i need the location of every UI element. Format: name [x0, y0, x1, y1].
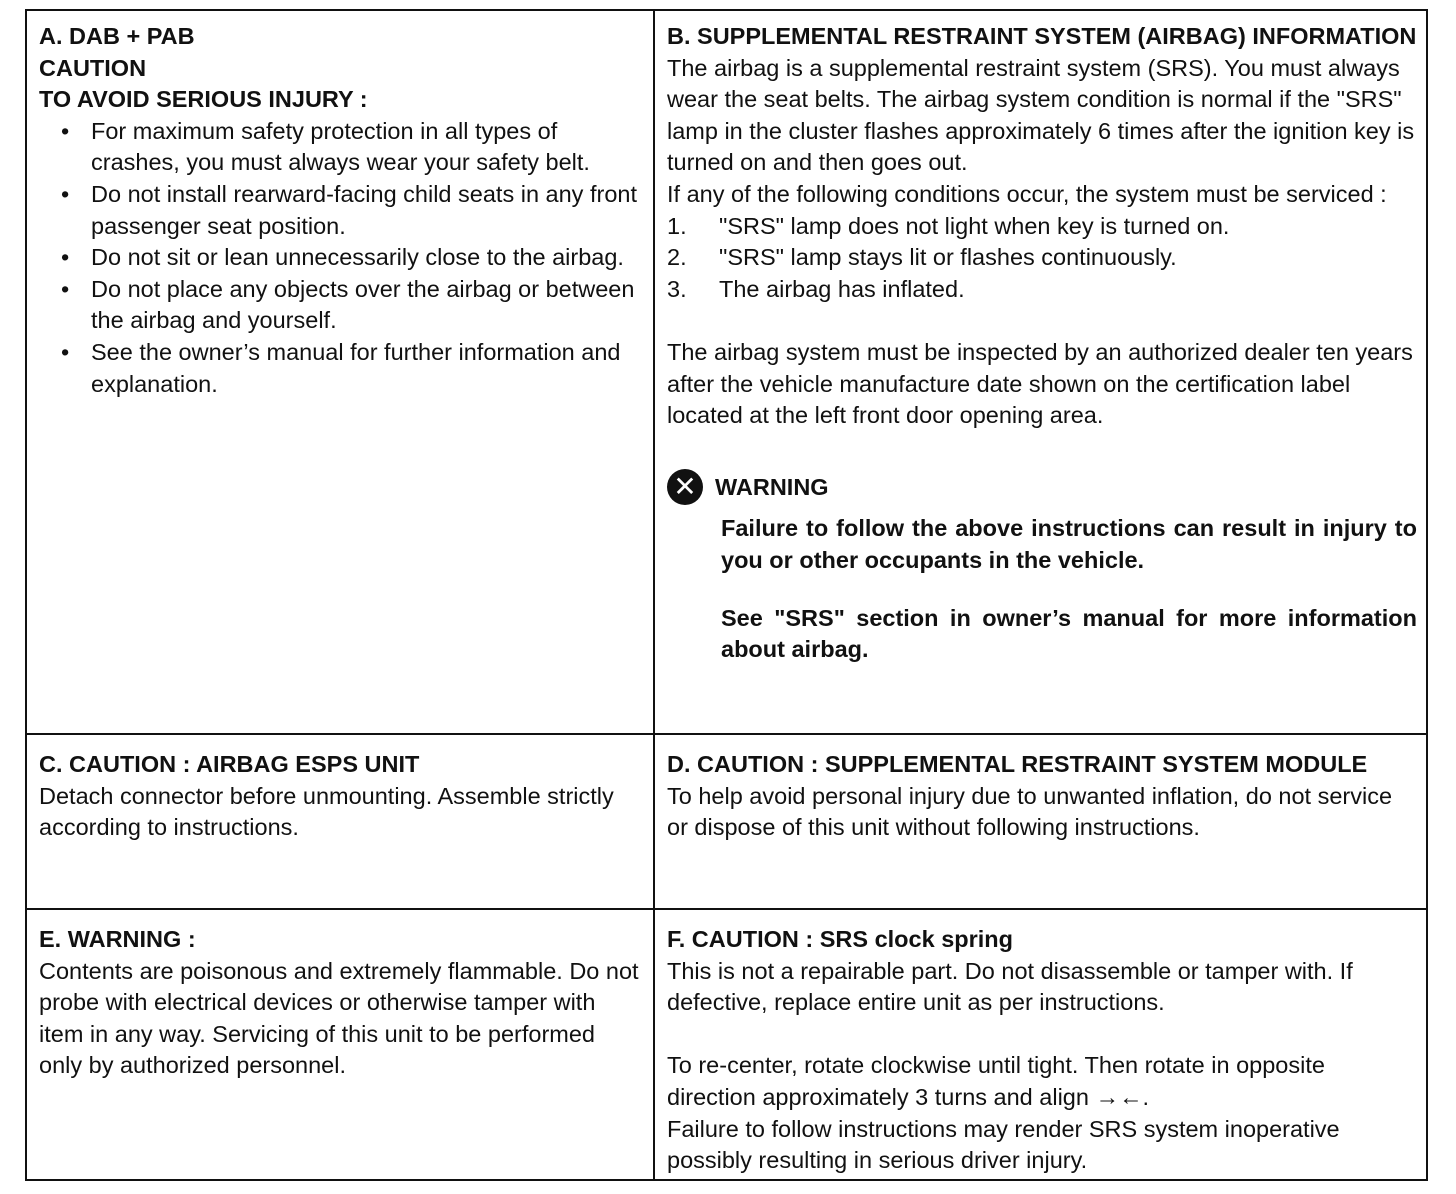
column-divider [653, 11, 655, 1179]
section-d [667, 749, 1417, 844]
warning-label: WARNING [715, 473, 829, 500]
section-c-text: Detach connector before unmounting. Assemble strictly according to instructions. [39, 782, 614, 841]
section-e-text: Contents are poisonous and extremely flammable. Do not probe with electrical devices or otherwise tamper with item in any way. Servicing of this unit to be performed only by authorized personnel. [39, 957, 639, 1079]
warning-text-1: Failure to follow the above instructions can result in injury to you or other occupants in the vehicle. [721, 515, 1417, 573]
bullet-icon: • [61, 338, 70, 365]
condition-item: 2. "SRS" lamp stays lit or flashes continuously. [667, 244, 1177, 271]
section-f [667, 924, 1417, 1177]
bullet-item: • Do not install rearward-facing child seats in any front passenger seat position. [61, 180, 637, 239]
bullet-item: • See the owner’s manual for further information and explanation. [61, 338, 621, 397]
section-a-subheading: TO AVOID SERIOUS INJURY : [39, 86, 368, 113]
section-f-text-1: This is not a repairable part. Do not disassemble or tamper with. If defective, replace entire unit as per instructions. [667, 957, 1353, 1016]
section-f-text-3: Failure to follow instructions may render SRS system inoperative possibly resulting in serious driver injury. [667, 1115, 1340, 1174]
section-c [39, 749, 639, 844]
label-table [25, 9, 1428, 1181]
bullet-item: • For maximum safety protection in all types of crashes, you must always wear your safety belt. [61, 117, 590, 176]
section-c-heading: C. CAUTION : AIRBAG ESPS UNIT [39, 751, 420, 777]
row-divider-1 [27, 733, 1426, 735]
bullet-item: • Do not sit or lean unnecessarily close to the airbag. [91, 242, 639, 274]
row-divider-2 [27, 908, 1426, 910]
bullet-icon: • [61, 117, 70, 144]
section-e [39, 924, 639, 1082]
warning-text-2: See "SRS" section in owner’s manual for more information about airbag. [721, 604, 1417, 663]
bullet-item: • Do not place any objects over the airbag or between the airbag and yourself. [61, 275, 635, 334]
section-b-heading: B. SUPPLEMENTAL RESTRAINT SYSTEM (AIRBAG) INFORMATION [667, 23, 1417, 49]
section-d-text: To help avoid personal injury due to unwanted inflation, do not service or dispose of this unit without following instructions. [667, 782, 1393, 841]
bullet-icon: • [61, 244, 70, 271]
bullet-icon: • [61, 180, 70, 207]
section-a-caution: CAUTION [39, 54, 147, 81]
section-f-text-2: To re-center, rotate clockwise until tight. Then rotate in opposite direction approximately 3 turns and align →←. [667, 1052, 1325, 1110]
section-d-heading: D. CAUTION : SUPPLEMENTAL RESTRAINT SYSTEM MODULE [667, 751, 1368, 777]
section-a-bullet-list [39, 116, 639, 400]
bullet-icon: • [61, 275, 70, 302]
section-f-heading: F. CAUTION : SRS clock spring [667, 926, 1014, 952]
section-b-inspection: The airbag system must be inspected by an authorized dealer ten years after the vehicle manufacture date shown on the certification label located at the left front door opening area. [667, 338, 1413, 429]
section-b [667, 21, 1417, 666]
section-a-heading: A. DAB + PAB [39, 23, 195, 49]
condition-item: 3. The airbag has inflated. [667, 275, 965, 302]
condition-item: 1. "SRS" lamp does not light when key is turned on. [667, 212, 1230, 239]
section-a [39, 21, 639, 400]
section-e-heading: E. WARNING : [39, 926, 196, 952]
warning-row [667, 467, 1417, 507]
section-b-conditions-intro: If any of the following conditions occur, the system must be serviced : [667, 180, 1387, 207]
x-circle-icon: ✕ [667, 469, 703, 505]
section-b-intro: The airbag is a supplemental restraint system (SRS). You must always wear the seat belts. The airbag system condition is normal if the "SRS" lamp in the cluster flashes approximately 6 times after the ignition key is turned on and then goes out. [667, 54, 1415, 176]
